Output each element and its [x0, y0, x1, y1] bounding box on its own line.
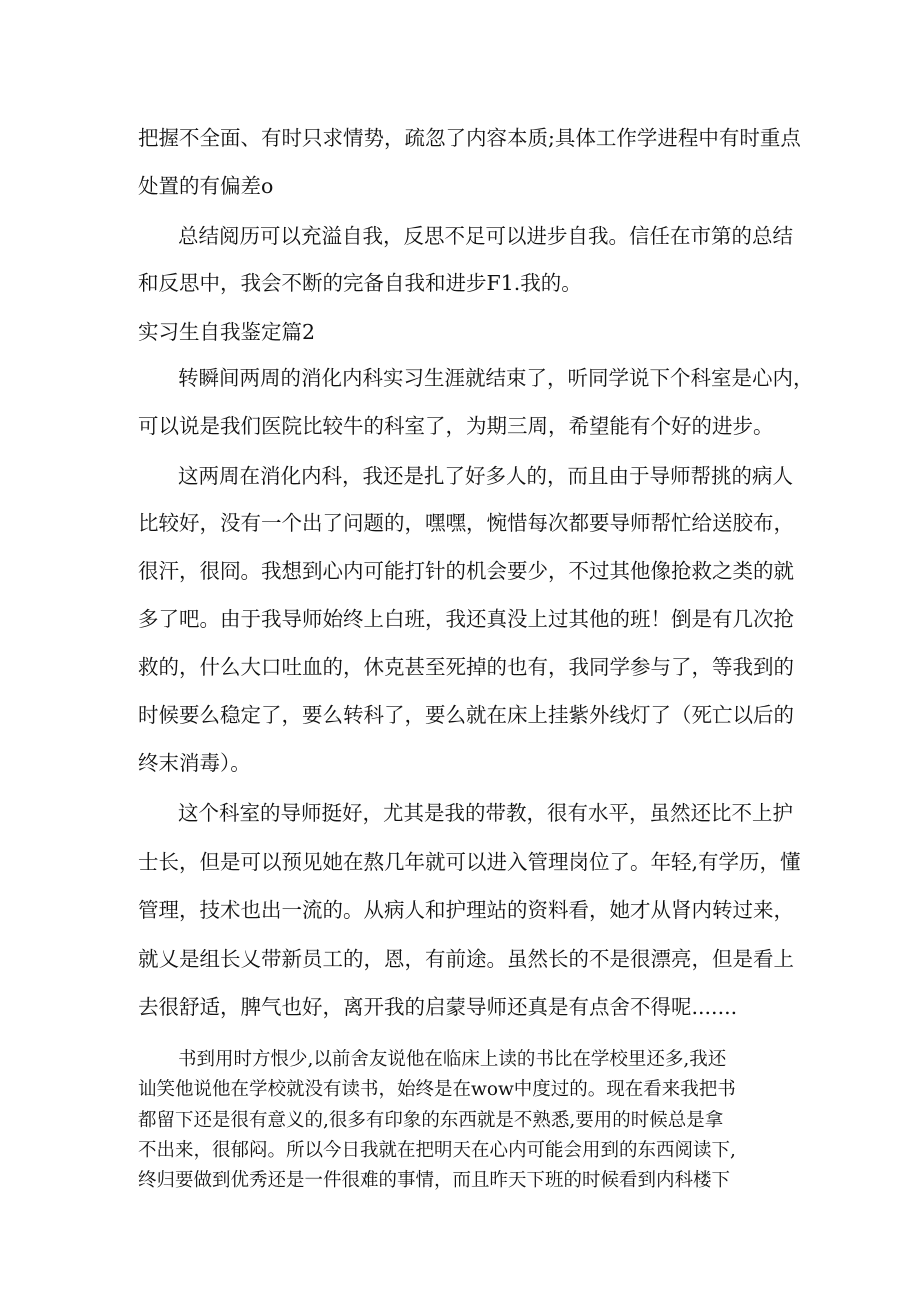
- text-line: 多了吧。由于我导师始终上白班，我还真没上过其他的班！倒是有几次抢: [138, 607, 794, 631]
- text-line: 可以说是我们医院比较牛的科室了，为期三周，希望能有个好的进步。: [138, 414, 774, 438]
- text-line: 比较好，没有一个出了问题的，嘿嘿，惋惜每次都要导师帮忙给送胶布，: [138, 511, 794, 535]
- text-line: 这两周在消化内科，我还是扎了好多人的，而且由于导师帮挑的病人: [178, 464, 793, 488]
- text-line: 终归要做到优秀还是一件很难的事情，而且昨天下班的时候看到内科楼下: [138, 1170, 731, 1191]
- text-line: 时候要么稳定了，要么转科了，要么就在床上挂紫外线灯了（死亡以后的: [138, 703, 794, 727]
- text-line: 终末消毒）。: [138, 751, 251, 775]
- text-line: 士长，但是可以预见她在熬几年就可以进入管理岗位了。年轻,有学历，懂: [138, 850, 801, 874]
- text-line: 讪笑他说他在学校就没有读书，始终是在wow中度过的。现在看来我把书: [138, 1079, 736, 1100]
- text-line: 救的，什么大口吐血的，休克甚至死掉的也有，我同学参与了，等我到的: [138, 655, 794, 679]
- text-line: 就乂是组长乂带新员工的，恩，有前途。虽然长的不是很漂亮，但是看上: [138, 947, 794, 971]
- text-line: 处置的有偏差o: [138, 174, 274, 198]
- text-line: 把握不全面、有时只求情势，疏忽了内容本质;具体工作学进程中有时重点: [138, 126, 801, 150]
- text-line: 很汗，很冏。我想到心内可能打针的机会要少，不过其他像抢救之类的就: [138, 559, 794, 583]
- section-heading: 实习生自我鉴定篇2: [138, 320, 316, 344]
- text-line: 不出来，很郁闷。所以今日我就在把明天在心内可能会用到的东西阅读下,: [138, 1140, 736, 1161]
- text-line: 这个科室的导师挺好，尤其是我的带教，很有水平，虽然还比不上护: [178, 801, 793, 825]
- text-line: 和反思中，我会不断的完备自我和进步F1.我的。: [138, 271, 582, 295]
- text-line: 转瞬间两周的消化内科实习生涯就结束了，听同学说下个科室是心内，: [178, 366, 814, 390]
- text-line: 总结阅历可以充溢自我，反思不足可以进步自我。信任在市第的总结: [178, 224, 793, 248]
- text-line: 都留下还是很有意义的,很多有印象的东西就是不熟悉,要用的时候总是拿: [138, 1110, 724, 1131]
- text-line: 书到用时方恨少,以前舍友说他在临床上读的书比在学校里还多,我还: [178, 1049, 727, 1070]
- text-line: 管理，技术也出一流的。从病人和护理站的资料看，她才从肾内转过来，: [138, 898, 794, 922]
- text-line: 去很舒适，脾气也好，离开我的启蒙导师还真是有点舍不得呢.......: [138, 995, 738, 1019]
